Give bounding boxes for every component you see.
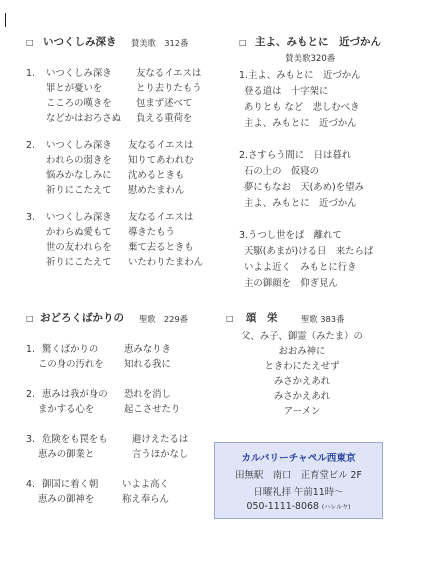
verse-line: 悩みかなしみに 沈めるときも — [46, 170, 185, 181]
verse-line: 危険をも罠をも 避けえたるは — [42, 434, 189, 445]
hymn-title: 主よ、みもとに 近づかん — [255, 36, 381, 48]
verse-line: 1.主よ、みもとに 近づかん — [239, 70, 361, 81]
phone-note: (ハレルヤ) — [321, 504, 351, 511]
hymn-title: いつくしみ深き — [43, 36, 117, 48]
verse-line: いつくしみ深き 友なるイエスは — [46, 68, 202, 79]
verse-line: いつくしみ深き 友なるイエスは — [46, 212, 194, 223]
verse-line: こころの嘆きを 包まず述べて — [46, 98, 193, 109]
verse-line: この身の汚れを 知れる我に — [38, 359, 171, 370]
verse-line: 石の上の 仮寝の — [244, 166, 320, 177]
verse-line: 祈りにこたえて いたわりたまわん — [46, 257, 204, 268]
verse-number: 1. — [26, 344, 35, 355]
verse-line: 驚くばかりの 恵みなりき — [42, 344, 171, 355]
hymn-odoroku-bakari — [26, 311, 216, 511]
verse-line: などかはおろさぬ 負える重荷を — [46, 113, 193, 124]
phone-number: 050-1111-8068 — [246, 501, 319, 512]
church-info-box — [214, 442, 383, 519]
verse-line: ありとも など 悲しむべき — [244, 102, 360, 113]
hymn-number: 賛美歌320番 — [285, 54, 336, 64]
hymn-doxology — [222, 311, 402, 421]
verse-line: かわらぬ愛もて 導きたもう — [46, 227, 175, 238]
bullet-icon: □ — [26, 314, 34, 323]
phone-line — [215, 501, 382, 512]
verse-number: 1. — [26, 68, 35, 79]
hymn-shuyo-mimotoni — [239, 35, 409, 300]
verse-line: 登る道は 十字架に — [244, 86, 329, 97]
verse-line: 主よ、みもとに 近づかん — [244, 118, 357, 129]
lyric-line: ときわにたえせず — [264, 361, 340, 372]
verse-line: いつくしみ深き 友なるイエスは — [46, 140, 194, 151]
verse-line: 天駆(あまが)ける日 来たらば — [244, 246, 374, 257]
lyric-line: みさかえあれ — [273, 391, 331, 402]
verse-line: 夢にもなお 天(あめ)を望み — [244, 182, 364, 193]
verse-line: 恵みは我が身の 恐れを消し — [42, 389, 171, 400]
verse-number: 4. — [26, 479, 35, 490]
hymn-number: 賛美歌 312番 — [131, 38, 189, 48]
hymn-itsukushimi — [26, 35, 220, 275]
verse-line: 罪とが憂いを とり去りたもう — [46, 83, 202, 94]
church-address: 田無駅 南口 正育堂ビル 2F — [235, 470, 362, 481]
lyric-line: アーメン — [283, 406, 321, 417]
verse-line: 世の友われらを 棄て去るときも — [46, 242, 194, 253]
church-name: カルバリーチャペル西東京 — [241, 453, 356, 464]
verse-line: われらの弱きを 知りてあわれむ — [46, 155, 194, 166]
verse-line: いよよ近く みもとに行き — [244, 262, 357, 273]
hymn-title: おどろくばかりの — [40, 312, 124, 324]
lyric-line: 父、み子、御霊（みたま）の — [241, 331, 363, 342]
verse-number: 3. — [26, 434, 35, 445]
bullet-icon: □ — [26, 38, 34, 47]
verse-number: 2. — [26, 140, 35, 151]
lyric-line: みさかえあれ — [273, 376, 331, 387]
lyric-line: おおみ神に — [278, 346, 326, 357]
hymn-title: 頌 栄 — [246, 312, 278, 324]
text-cursor — [5, 13, 6, 27]
verse-line: 祈りにこたえて 慰めたまわん — [46, 185, 185, 196]
bullet-icon: □ — [239, 38, 247, 47]
verse-line: 恵みの御神を 称え奉らん — [38, 494, 169, 505]
bullet-icon: □ — [226, 314, 234, 323]
service-time: 日曜礼拝 午前11時〜 — [253, 487, 344, 498]
verse-line: 主の御顔を 仰ぎ見ん — [244, 278, 338, 289]
hymn-number: 聖歌 229番 — [139, 314, 189, 324]
hymn-number: 聖歌 383番 — [301, 314, 345, 324]
verse-number: 2. — [26, 389, 35, 400]
verse-line: 2.さすらう間に 日は暮れ — [239, 150, 352, 161]
verse-line: 主よ、みもとに 近づかん — [244, 198, 357, 209]
verse-line: 御国に着く朝 いよよ高く — [42, 479, 169, 490]
verse-line: まかする心を 起こさせたり — [38, 404, 181, 415]
verse-line: 恵みの御業と 言うほかなし — [38, 449, 189, 460]
verse-line: 3.うつし世をば 離れて — [239, 230, 342, 241]
verse-number: 3. — [26, 212, 35, 223]
